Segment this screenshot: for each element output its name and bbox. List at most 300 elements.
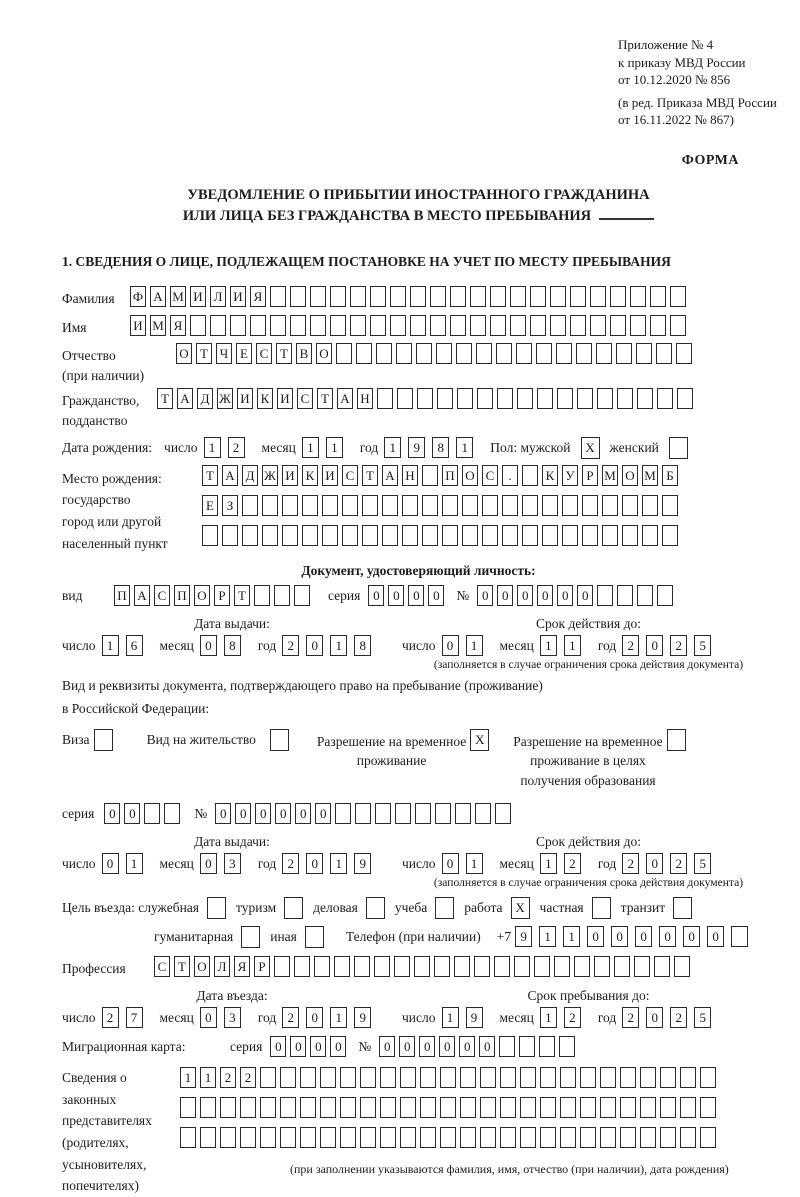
char-cell[interactable] — [530, 315, 546, 336]
char-cell[interactable]: Л — [210, 286, 226, 307]
char-cell[interactable]: 0 — [557, 585, 573, 606]
char-cell[interactable]: 9 — [515, 926, 532, 947]
char-cell[interactable]: И — [277, 388, 293, 409]
char-cell[interactable]: 9 — [466, 1007, 483, 1028]
char-cell[interactable] — [540, 1097, 556, 1118]
char-cell[interactable] — [310, 286, 326, 307]
char-cell[interactable] — [520, 1127, 536, 1148]
char-cell[interactable] — [474, 956, 490, 977]
char-cell[interactable] — [622, 495, 638, 516]
char-cell[interactable] — [402, 495, 418, 516]
char-cell[interactable] — [557, 388, 573, 409]
char-cell[interactable] — [559, 1036, 575, 1057]
char-cell[interactable]: С — [154, 585, 170, 606]
char-cell[interactable] — [670, 315, 686, 336]
char-cell[interactable] — [560, 1097, 576, 1118]
char-cell[interactable]: 0 — [315, 803, 331, 824]
char-cell[interactable] — [460, 1097, 476, 1118]
char-cell[interactable] — [582, 525, 598, 546]
char-cell[interactable] — [642, 495, 658, 516]
male-checkbox[interactable]: X — [581, 437, 600, 459]
char-cell[interactable]: Я — [170, 315, 186, 336]
char-cell[interactable] — [220, 1127, 236, 1148]
char-cell[interactable]: 0 — [587, 926, 604, 947]
char-cell[interactable]: Т — [317, 388, 333, 409]
char-cell[interactable]: 0 — [124, 803, 140, 824]
char-cell[interactable]: А — [134, 585, 150, 606]
char-cell[interactable]: И — [322, 465, 338, 486]
char-cell[interactable]: 9 — [354, 1007, 371, 1028]
char-cell[interactable] — [660, 1067, 676, 1088]
char-cell[interactable]: 0 — [646, 853, 663, 874]
char-cell[interactable] — [342, 525, 358, 546]
char-cell[interactable] — [356, 343, 372, 364]
char-cell[interactable] — [190, 315, 206, 336]
char-cell[interactable] — [302, 525, 318, 546]
char-cell[interactable]: 0 — [428, 585, 444, 606]
study-checkbox[interactable] — [435, 897, 454, 919]
char-cell[interactable] — [250, 315, 266, 336]
char-cell[interactable] — [537, 388, 553, 409]
char-cell[interactable] — [636, 343, 652, 364]
char-cell[interactable]: И — [282, 465, 298, 486]
char-cell[interactable] — [560, 1067, 576, 1088]
char-cell[interactable]: Р — [582, 465, 598, 486]
char-cell[interactable] — [490, 286, 506, 307]
char-cell[interactable] — [254, 585, 270, 606]
char-cell[interactable]: 0 — [408, 585, 424, 606]
char-cell[interactable] — [436, 343, 452, 364]
char-cell[interactable]: 0 — [379, 1036, 395, 1057]
char-cell[interactable]: 0 — [306, 853, 323, 874]
char-cell[interactable]: 0 — [275, 803, 291, 824]
char-cell[interactable]: Ф — [130, 286, 146, 307]
char-cell[interactable] — [376, 343, 392, 364]
temp-residence-checkbox[interactable]: X — [470, 729, 489, 751]
char-cell[interactable] — [614, 956, 630, 977]
char-cell[interactable] — [242, 525, 258, 546]
char-cell[interactable] — [520, 1097, 536, 1118]
char-cell[interactable] — [377, 388, 393, 409]
char-cell[interactable] — [494, 956, 510, 977]
char-cell[interactable] — [462, 525, 478, 546]
char-cell[interactable] — [520, 1067, 536, 1088]
char-cell[interactable]: 0 — [419, 1036, 435, 1057]
char-cell[interactable] — [580, 1097, 596, 1118]
char-cell[interactable]: 0 — [707, 926, 724, 947]
char-cell[interactable]: 1 — [330, 1007, 347, 1028]
char-cell[interactable] — [294, 585, 310, 606]
char-cell[interactable] — [360, 1067, 376, 1088]
char-cell[interactable]: И — [130, 315, 146, 336]
char-cell[interactable]: 1 — [540, 635, 557, 656]
char-cell[interactable] — [560, 1127, 576, 1148]
char-cell[interactable] — [417, 388, 433, 409]
char-cell[interactable] — [640, 1127, 656, 1148]
char-cell[interactable] — [499, 1036, 515, 1057]
char-cell[interactable]: 8 — [224, 635, 241, 656]
char-cell[interactable]: Б — [662, 465, 678, 486]
char-cell[interactable] — [662, 495, 678, 516]
char-cell[interactable]: 0 — [368, 585, 384, 606]
char-cell[interactable] — [580, 1127, 596, 1148]
char-cell[interactable]: 0 — [479, 1036, 495, 1057]
char-cell[interactable] — [460, 1067, 476, 1088]
char-cell[interactable] — [456, 343, 472, 364]
char-cell[interactable]: 0 — [497, 585, 513, 606]
char-cell[interactable]: 2 — [622, 853, 639, 874]
char-cell[interactable] — [440, 1067, 456, 1088]
char-cell[interactable] — [260, 1097, 276, 1118]
char-cell[interactable]: 0 — [200, 1007, 217, 1028]
char-cell[interactable] — [374, 956, 390, 977]
char-cell[interactable]: 1 — [540, 853, 557, 874]
char-cell[interactable] — [617, 585, 633, 606]
char-cell[interactable]: 0 — [459, 1036, 475, 1057]
char-cell[interactable] — [422, 495, 438, 516]
char-cell[interactable] — [540, 1067, 556, 1088]
char-cell[interactable] — [502, 495, 518, 516]
char-cell[interactable] — [390, 286, 406, 307]
char-cell[interactable]: Д — [242, 465, 258, 486]
char-cell[interactable] — [620, 1067, 636, 1088]
char-cell[interactable] — [570, 315, 586, 336]
char-cell[interactable] — [300, 1127, 316, 1148]
char-cell[interactable]: У — [562, 465, 578, 486]
char-cell[interactable] — [422, 465, 438, 486]
char-cell[interactable]: 1 — [204, 437, 221, 458]
char-cell[interactable] — [415, 803, 431, 824]
char-cell[interactable] — [202, 525, 218, 546]
char-cell[interactable]: 1 — [102, 635, 119, 656]
char-cell[interactable] — [210, 315, 226, 336]
char-cell[interactable]: А — [337, 388, 353, 409]
char-cell[interactable]: 0 — [611, 926, 628, 947]
char-cell[interactable] — [617, 388, 633, 409]
char-cell[interactable] — [420, 1097, 436, 1118]
char-cell[interactable]: К — [542, 465, 558, 486]
char-cell[interactable]: 0 — [215, 803, 231, 824]
char-cell[interactable]: 0 — [102, 853, 119, 874]
char-cell[interactable] — [600, 1127, 616, 1148]
char-cell[interactable]: Д — [197, 388, 213, 409]
char-cell[interactable] — [410, 315, 426, 336]
char-cell[interactable] — [370, 286, 386, 307]
char-cell[interactable] — [550, 315, 566, 336]
char-cell[interactable] — [490, 315, 506, 336]
tourism-checkbox[interactable] — [284, 897, 303, 919]
char-cell[interactable] — [330, 315, 346, 336]
char-cell[interactable]: Н — [402, 465, 418, 486]
humanitarian-checkbox[interactable] — [241, 926, 260, 948]
char-cell[interactable]: 5 — [694, 1007, 711, 1028]
char-cell[interactable] — [460, 1127, 476, 1148]
char-cell[interactable] — [637, 388, 653, 409]
char-cell[interactable] — [230, 315, 246, 336]
char-cell[interactable]: 0 — [659, 926, 676, 947]
char-cell[interactable]: А — [222, 465, 238, 486]
char-cell[interactable]: П — [442, 465, 458, 486]
char-cell[interactable]: 0 — [270, 1036, 286, 1057]
char-cell[interactable] — [640, 1067, 656, 1088]
char-cell[interactable]: 0 — [577, 585, 593, 606]
char-cell[interactable]: 1 — [384, 437, 401, 458]
char-cell[interactable] — [320, 1067, 336, 1088]
char-cell[interactable]: 1 — [126, 853, 143, 874]
char-cell[interactable]: О — [622, 465, 638, 486]
char-cell[interactable]: 0 — [646, 1007, 663, 1028]
char-cell[interactable]: 0 — [477, 585, 493, 606]
char-cell[interactable]: 0 — [200, 853, 217, 874]
char-cell[interactable]: С — [342, 465, 358, 486]
char-cell[interactable] — [530, 286, 546, 307]
char-cell[interactable]: 6 — [126, 635, 143, 656]
char-cell[interactable] — [556, 343, 572, 364]
char-cell[interactable] — [680, 1127, 696, 1148]
char-cell[interactable] — [580, 1067, 596, 1088]
char-cell[interactable] — [700, 1127, 716, 1148]
char-cell[interactable] — [630, 315, 646, 336]
char-cell[interactable] — [200, 1097, 216, 1118]
char-cell[interactable]: 0 — [537, 585, 553, 606]
char-cell[interactable] — [390, 315, 406, 336]
char-cell[interactable] — [680, 1067, 696, 1088]
char-cell[interactable]: Н — [357, 388, 373, 409]
char-cell[interactable] — [562, 495, 578, 516]
char-cell[interactable]: 9 — [408, 437, 425, 458]
female-checkbox[interactable] — [669, 437, 688, 459]
char-cell[interactable] — [355, 803, 371, 824]
char-cell[interactable]: 1 — [466, 635, 483, 656]
char-cell[interactable]: 0 — [255, 803, 271, 824]
char-cell[interactable] — [394, 956, 410, 977]
char-cell[interactable]: З — [222, 495, 238, 516]
char-cell[interactable] — [164, 803, 180, 824]
char-cell[interactable] — [554, 956, 570, 977]
char-cell[interactable] — [342, 495, 358, 516]
official-checkbox[interactable] — [207, 897, 226, 919]
char-cell[interactable] — [262, 495, 278, 516]
char-cell[interactable]: Т — [276, 343, 292, 364]
char-cell[interactable] — [320, 1097, 336, 1118]
temp-residence-edu-checkbox[interactable] — [667, 729, 686, 751]
char-cell[interactable]: П — [114, 585, 130, 606]
char-cell[interactable]: Е — [202, 495, 218, 516]
char-cell[interactable] — [380, 1067, 396, 1088]
char-cell[interactable] — [482, 525, 498, 546]
char-cell[interactable]: 1 — [539, 926, 556, 947]
char-cell[interactable]: С — [482, 465, 498, 486]
char-cell[interactable] — [454, 956, 470, 977]
char-cell[interactable]: Т — [174, 956, 190, 977]
char-cell[interactable]: 1 — [200, 1067, 216, 1088]
char-cell[interactable] — [674, 956, 690, 977]
char-cell[interactable] — [590, 286, 606, 307]
char-cell[interactable] — [335, 803, 351, 824]
char-cell[interactable]: С — [297, 388, 313, 409]
char-cell[interactable] — [320, 1127, 336, 1148]
char-cell[interactable] — [280, 1127, 296, 1148]
char-cell[interactable]: 8 — [354, 635, 371, 656]
char-cell[interactable] — [290, 315, 306, 336]
char-cell[interactable]: 1 — [563, 926, 580, 947]
char-cell[interactable]: 2 — [282, 853, 299, 874]
char-cell[interactable]: 2 — [670, 1007, 687, 1028]
char-cell[interactable] — [600, 1067, 616, 1088]
char-cell[interactable] — [395, 803, 411, 824]
char-cell[interactable] — [637, 585, 653, 606]
char-cell[interactable]: 2 — [670, 635, 687, 656]
char-cell[interactable] — [610, 315, 626, 336]
char-cell[interactable]: М — [170, 286, 186, 307]
char-cell[interactable] — [274, 956, 290, 977]
char-cell[interactable] — [534, 956, 550, 977]
char-cell[interactable]: И — [237, 388, 253, 409]
char-cell[interactable] — [650, 315, 666, 336]
char-cell[interactable] — [677, 388, 693, 409]
char-cell[interactable] — [240, 1097, 256, 1118]
char-cell[interactable] — [270, 286, 286, 307]
char-cell[interactable] — [597, 585, 613, 606]
char-cell[interactable]: М — [642, 465, 658, 486]
char-cell[interactable] — [400, 1127, 416, 1148]
char-cell[interactable]: 2 — [240, 1067, 256, 1088]
char-cell[interactable] — [380, 1127, 396, 1148]
char-cell[interactable]: 0 — [104, 803, 120, 824]
work-checkbox[interactable]: X — [511, 897, 530, 919]
char-cell[interactable] — [437, 388, 453, 409]
char-cell[interactable]: 3 — [224, 853, 241, 874]
char-cell[interactable] — [516, 343, 532, 364]
char-cell[interactable]: 5 — [694, 853, 711, 874]
char-cell[interactable] — [657, 585, 673, 606]
char-cell[interactable] — [420, 1127, 436, 1148]
char-cell[interactable] — [400, 1067, 416, 1088]
char-cell[interactable] — [220, 1097, 236, 1118]
char-cell[interactable] — [482, 495, 498, 516]
char-cell[interactable] — [440, 1097, 456, 1118]
char-cell[interactable] — [402, 525, 418, 546]
char-cell[interactable]: 1 — [564, 635, 581, 656]
char-cell[interactable]: Л — [214, 956, 230, 977]
char-cell[interactable] — [680, 1097, 696, 1118]
char-cell[interactable]: 0 — [439, 1036, 455, 1057]
char-cell[interactable] — [657, 388, 673, 409]
char-cell[interactable] — [336, 343, 352, 364]
char-cell[interactable]: 2 — [670, 853, 687, 874]
char-cell[interactable]: И — [230, 286, 246, 307]
char-cell[interactable] — [362, 525, 378, 546]
char-cell[interactable]: 3 — [224, 1007, 241, 1028]
business-checkbox[interactable] — [366, 897, 385, 919]
char-cell[interactable] — [380, 1097, 396, 1118]
char-cell[interactable] — [440, 1127, 456, 1148]
char-cell[interactable]: Т — [362, 465, 378, 486]
char-cell[interactable] — [416, 343, 432, 364]
char-cell[interactable] — [397, 388, 413, 409]
char-cell[interactable]: 1 — [540, 1007, 557, 1028]
char-cell[interactable] — [340, 1127, 356, 1148]
char-cell[interactable] — [500, 1097, 516, 1118]
char-cell[interactable] — [290, 286, 306, 307]
char-cell[interactable] — [597, 388, 613, 409]
char-cell[interactable] — [414, 956, 430, 977]
char-cell[interactable] — [660, 1097, 676, 1118]
char-cell[interactable] — [340, 1097, 356, 1118]
char-cell[interactable]: 1 — [456, 437, 473, 458]
char-cell[interactable] — [382, 525, 398, 546]
char-cell[interactable] — [410, 286, 426, 307]
char-cell[interactable]: Я — [234, 956, 250, 977]
char-cell[interactable] — [582, 495, 598, 516]
char-cell[interactable] — [360, 1097, 376, 1118]
char-cell[interactable]: 9 — [354, 853, 371, 874]
char-cell[interactable] — [222, 525, 238, 546]
char-cell[interactable]: О — [176, 343, 192, 364]
char-cell[interactable] — [650, 286, 666, 307]
char-cell[interactable] — [180, 1097, 196, 1118]
char-cell[interactable] — [522, 525, 538, 546]
char-cell[interactable] — [497, 388, 513, 409]
char-cell[interactable] — [622, 525, 638, 546]
char-cell[interactable]: О — [462, 465, 478, 486]
char-cell[interactable]: 2 — [622, 635, 639, 656]
char-cell[interactable] — [577, 388, 593, 409]
char-cell[interactable]: 1 — [442, 1007, 459, 1028]
char-cell[interactable] — [602, 525, 618, 546]
char-cell[interactable] — [620, 1097, 636, 1118]
char-cell[interactable] — [144, 803, 160, 824]
char-cell[interactable] — [280, 1097, 296, 1118]
char-cell[interactable]: М — [150, 315, 166, 336]
char-cell[interactable] — [462, 495, 478, 516]
char-cell[interactable]: Т — [157, 388, 173, 409]
char-cell[interactable] — [574, 956, 590, 977]
char-cell[interactable] — [590, 315, 606, 336]
char-cell[interactable] — [602, 495, 618, 516]
char-cell[interactable] — [457, 388, 473, 409]
char-cell[interactable] — [382, 495, 398, 516]
char-cell[interactable] — [676, 343, 692, 364]
char-cell[interactable]: А — [177, 388, 193, 409]
char-cell[interactable]: 1 — [326, 437, 343, 458]
char-cell[interactable] — [330, 286, 346, 307]
char-cell[interactable]: 2 — [282, 635, 299, 656]
char-cell[interactable]: Я — [250, 286, 266, 307]
char-cell[interactable]: Ж — [217, 388, 233, 409]
transit-checkbox[interactable] — [673, 897, 692, 919]
char-cell[interactable]: 2 — [282, 1007, 299, 1028]
char-cell[interactable] — [731, 926, 748, 947]
char-cell[interactable] — [242, 495, 258, 516]
char-cell[interactable] — [470, 286, 486, 307]
char-cell[interactable] — [354, 956, 370, 977]
char-cell[interactable]: 0 — [646, 635, 663, 656]
char-cell[interactable] — [700, 1097, 716, 1118]
char-cell[interactable] — [470, 315, 486, 336]
char-cell[interactable] — [480, 1097, 496, 1118]
char-cell[interactable] — [654, 956, 670, 977]
char-cell[interactable] — [660, 1127, 676, 1148]
char-cell[interactable] — [640, 1097, 656, 1118]
char-cell[interactable]: А — [382, 465, 398, 486]
char-cell[interactable] — [522, 465, 538, 486]
char-cell[interactable] — [400, 1097, 416, 1118]
char-cell[interactable]: 2 — [564, 1007, 581, 1028]
char-cell[interactable]: Т — [202, 465, 218, 486]
char-cell[interactable] — [500, 1067, 516, 1088]
char-cell[interactable] — [596, 343, 612, 364]
